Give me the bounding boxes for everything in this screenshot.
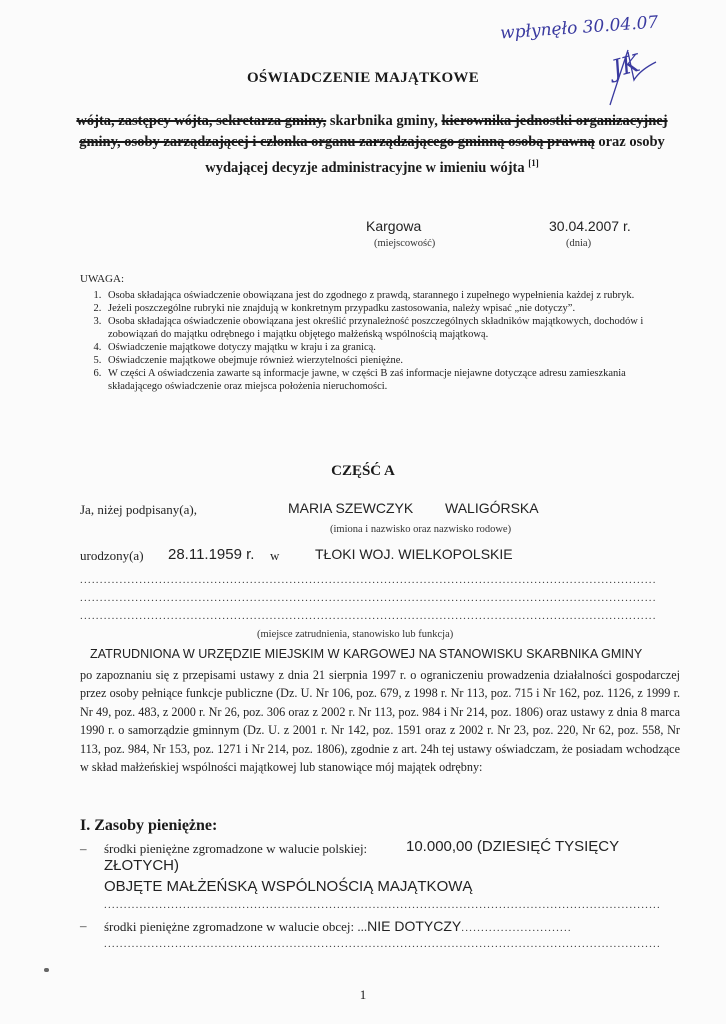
bullet-dash-1: –: [80, 841, 87, 856]
subtitle-role-kept: skarbnika gminy,: [326, 113, 442, 129]
declarant-first-name: MARIA SZEWCZYK: [288, 500, 414, 516]
note-item-6: 6. W części A oświadczenia zawarte są informacje jawne, w części B zaś informacje niejawne dotyczące adresu zamieszkania składającego oświadczenie oraz miejsca położenia nieruchomości.: [104, 367, 682, 393]
declarant-family-name: WALIGÓRSKA: [445, 500, 539, 516]
note-item-2: 2. Jeżeli poszczególne rubryki nie znajdują w konkretnym przypadku zastosowania, należy wpisać „nie dotyczy”.: [104, 302, 682, 315]
note-item-3: 3. Osoba składająca oświadczenie obowiązana jest określić przynależność poszczególnych składników majątkowych, dochodów i zobowiązań do majątku odrębnego i majątku objętego małżeńską wspólnością majątkową.: [104, 315, 682, 341]
pln-label: środki pieniężne zgromadzone w walucie polskiej:: [104, 841, 368, 856]
subtitle-struck-roles-2: kierownika jednostki organizacyjnej gminy, osoby zarządzającej i członka organu zarządzającego gminną osobą prawną: [79, 113, 668, 150]
notes-heading: UWAGA:: [80, 273, 124, 285]
born-date: 28.11.1959 r.: [168, 546, 255, 563]
dotted-line-4: .............................................................................................................................................: [104, 899, 661, 911]
note-item-4: 4. Oświadczenie majątkowe dotyczy majątku w kraju i za granicą.: [104, 341, 682, 354]
pln-value-line1: 10.000,00 (DZIESIĘĆ TYSIĘCY: [406, 838, 620, 855]
dotted-line-5: .............................................................................................................................................: [104, 938, 661, 950]
note-item-1: 1. Osoba składająca oświadczenie obowiązana jest do zgodnego z prawdą, starannego i zupełnego wypełnienia każdej z rubryk.: [104, 289, 682, 302]
dotted-line-1: ..................................................................................................................................................: [80, 574, 657, 586]
foreign-row: [104, 917, 572, 937]
born-place: TŁOKI WOJ. WIELKOPOLSKIE: [315, 546, 513, 562]
born-label: urodzony(a): [80, 548, 144, 563]
document-subtitle: [70, 111, 674, 179]
page-number: 1: [359, 987, 367, 1002]
date-caption: (dnia): [566, 238, 592, 249]
declarant-label: Ja, niżej podpisany(a),: [80, 502, 197, 517]
notes-list: [82, 289, 682, 393]
section-1-heading: I. Zasoby pieniężne:: [80, 817, 218, 834]
foreign-trailing-dots: ............................: [461, 922, 572, 934]
place-caption: (miejscowość): [374, 238, 436, 249]
subtitle-role-kept-2: oraz osoby wydającej decyzje administracyjne w imieniu wójta: [205, 134, 665, 176]
employment-value: ZATRUDNIONA W URZĘDZIE MIEJSKIM W KARGOWEJ NA STANOWISKU SKARBNIKA GMINY: [90, 647, 643, 661]
foreign-label: środki pieniężne zgromadzone w walucie obcej: ...: [104, 919, 368, 934]
date-value: 30.04.2007 r.: [549, 218, 631, 234]
margin-mark: [44, 968, 49, 972]
legal-statement: po zapoznaniu się z przepisami ustawy z dnia 21 sierpnia 1997 r. o ograniczeniu prowadzenia działalności gospodarczej przez osoby pełniące funkcje publiczne (Dz. U. Nr 106, poz. 679, z 1998 r. Nr 113, poz. 715 i Nr 162, poz. 1126, z 1999 r. Nr 49, poz. 483, z 2000 r. Nr 26, poz. 306 oraz z 2002 r. Nr 113, poz. 984 i Nr 214, poz. 1806) oraz ustawy z dnia 8 marca 1990 r. o samorządzie gminnym (Dz. U. z 2001 r. Nr 142, poz. 1591 oraz z 2002 r. Nr 23, poz. 220, Nr 62, poz. 558, Nr 113, poz. 984, Nr 153, poz. 1271 i Nr 214, poz. 1806), zgodnie z art. 24h tej ustawy oświadczam, że posiadam wchodzące w skład małżeńskiej wspólności majątkowej lub stanowiące mój majątek odrębny:: [80, 668, 680, 775]
dotted-line-3: ..................................................................................................................................................: [80, 610, 657, 622]
note-item-5: 5. Oświadczenie majątkowe obejmuje również wierzytelności pieniężne.: [104, 354, 682, 367]
received-stamp: wpłynęło 30.04.07: [499, 12, 659, 44]
born-w: w: [270, 548, 280, 563]
footnote-marker: [1]: [528, 158, 539, 168]
foreign-value: NIE DOTYCZY: [367, 918, 462, 934]
pln-value-line3: OBJĘTE MAŁŻEŃSKĄ WSPÓLNOŚCIĄ MAJĄTKOWĄ: [104, 878, 473, 895]
bullet-dash-2: –: [80, 918, 87, 933]
pln-value-line2: ZŁOTYCH): [104, 857, 179, 874]
document-title: OŚWIADCZENIE MAJĄTKOWE: [246, 70, 480, 86]
name-caption: (imiona i nazwisko oraz nazwisko rodowe): [330, 524, 512, 535]
place-value: Kargowa: [366, 218, 422, 234]
subtitle-struck-roles-1: wójta, zastępcy wójta, sekretarza gminy,: [76, 113, 327, 129]
employment-caption: (miejsce zatrudnienia, stanowisko lub funkcja): [257, 629, 454, 640]
part-a-heading: CZĘŚĆ A: [331, 463, 395, 479]
dotted-line-2: ..................................................................................................................................................: [80, 592, 657, 604]
handwritten-initials: JK: [608, 48, 643, 84]
